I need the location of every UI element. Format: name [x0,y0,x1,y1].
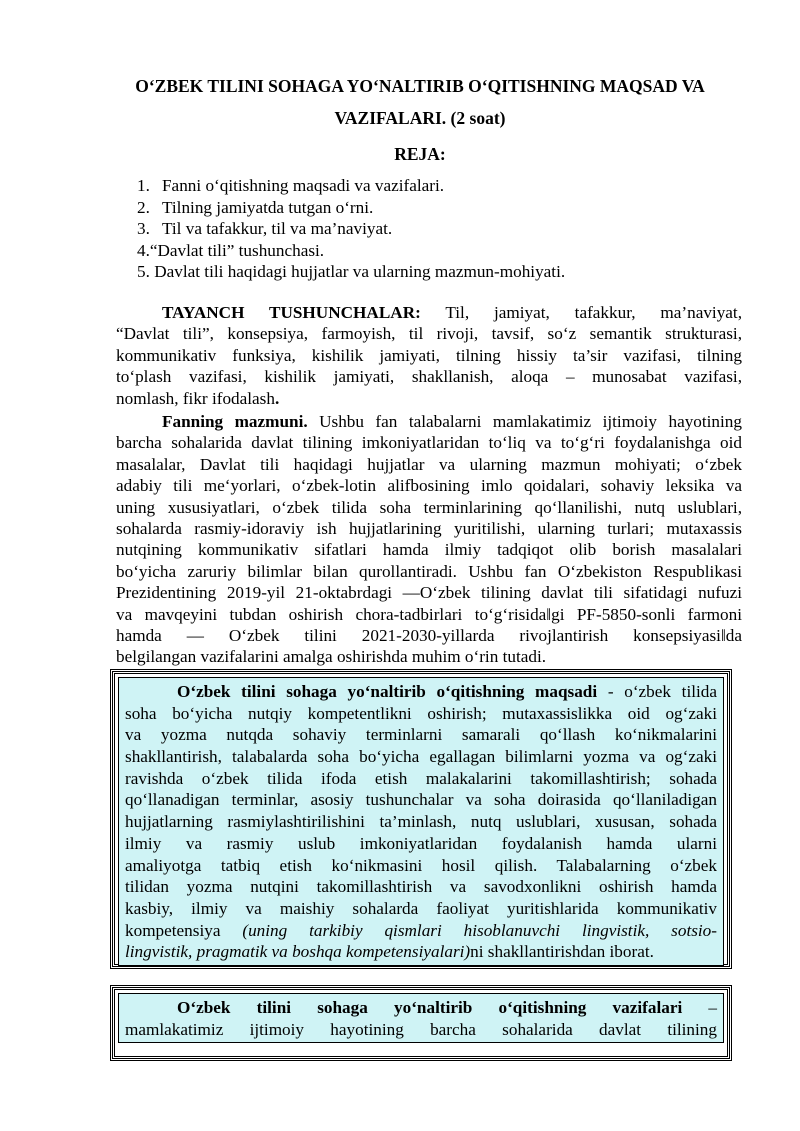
text-line: amaliyotga tatbiq etish ko‘nikmasini hosil qilish. Talabalarning o‘zbek [125,855,717,875]
plan-item [137,175,565,197]
plan-number: 3. [137,219,150,239]
maqsad-box [112,671,730,967]
tayanch-label: TAYANCH TUSHUNCHALAR: [162,303,421,322]
text-line: ravishda o‘zbek tilida ifoda etish malakalarini takomillashtirish; sohada [125,768,717,788]
mazmun-label: Fanning mazmuni. [162,412,308,431]
text-line: mamlakatimiz ijtimoiy hayotining barcha sohalarida davlat tilining [125,1019,717,1039]
text-line: va yozma nutqda sohaviy terminlarni samarali qo‘llash ko‘nikmalarini [125,725,717,745]
text-line: qo‘llanadigan terminlar, asosiy tushunchalar va soha doirasida qo‘llaniladigan [125,790,717,810]
text-line: TAYANCH TUSHUNCHALAR: Til, jamiyat, tafakkur, ma’naviyat, [162,303,743,322]
tayanch-paragraph [116,302,742,409]
text-line: barcha sohalarida davlat tilining imkoniyatlaridan to‘liq va to‘g‘ri foydalanishga oid [116,433,742,453]
text-line: Fanning mazmuni. Ushbu fan talabalarni mamlakatimiz ijtimoiy hayotining [162,412,742,431]
text-line: masalalar, Davlat tili haqidagi hujjatlar va ularning mazmun mohiyati; o‘zbek [116,454,742,474]
plan-text: Til va tafakkur, til va ma’naviyat. [162,219,393,239]
text-line: O‘zbek tilini sohaga yo‘naltirib o‘qitishning maqsadi - o‘zbek tilida [177,682,718,701]
plan-text: Tilning jamiyatda tutgan o‘rni. [162,197,374,217]
text-line: adabiy tili me‘yorlari, o‘zbek-lotin alifbosining imlo qoidalari, sohaviy leksika va [116,476,742,496]
plan-list [137,175,565,283]
text-line: sohalarda rasmiy-idoraviy ish hujjatlarining yuritilishi, ularning turlari; mutaxassis [116,518,742,538]
reja-heading: REJA: [394,144,446,164]
text-line: va mavqeyini tubdan oshirish chora-tadbirlari to‘g‘risida‖gi PF-5850-sonli farmoni [116,604,742,624]
plan-item [137,261,565,283]
maqsad-label: O‘zbek tilini sohaga yo‘naltirib o‘qitishning maqsadi [177,682,598,701]
text-line: “Davlat tili”, konsepsiya, farmoyish, til rivoji, tavsif, so‘z semantik strukturasi, [116,324,742,344]
text-line: kasbiy, ilmiy va maishiy sohalarda faoliyat yuritishlarida kommunikativ [125,898,717,918]
text-line: bo‘yicha zaruriy bilimlar bilan qurollantiradi. Ushbu fan O‘zbekiston Respublikasi [116,561,742,581]
vazifa-box [112,987,730,1059]
text-line: soha bo‘yicha nutqiy kompetentlikni oshirish; mutaxassislikka oid og‘zaki [125,703,717,723]
text-line: ilmiy va rasmiy uslub imkoniyatlaridan foydalanish hamda ularni [125,833,717,853]
text-line: hamda ― O‘zbek tilini 2021-2030-yillarda rivojlantirish konsepsiyasi‖da [116,625,742,645]
text-line: shakllantirish, talabalarda soha bo‘yicha egallagan bilimlarni yozma va og‘zaki [125,747,717,767]
plan-text: Fanni o‘qitishning maqsadi va vazifalari. [162,176,445,195]
text-line: nutqining kommunikativ sifatlari hamda ilmiy tadqiqot olib borish masalalari [116,540,742,560]
plan-number: 2. [137,197,150,217]
text-line: nomlash, fikr ifodalash. [116,388,280,408]
text-line: Prezidentining 2019-yil 21-oktabrdagi ―O‘zbek tilining davlat tili sifatidagi nufuzi [116,583,742,603]
plan-text: “Davlat tili” tushunchasi. [149,240,325,260]
text-line: to‘plash vazifasi, kishilik jamiyati, shakllanish, aloqa – munosabat vazifasi, [116,367,742,387]
text-line: hujjatlarning rasmiylashtirilishini ta’minlash, nutq uslublari, xususan, sohada [125,812,717,832]
plan-item [137,218,565,240]
plan-item [137,240,565,262]
text-line: belgilangan vazifalarini amalga oshirishda muhim o‘rin tutadi. [116,647,547,667]
text-line: uning xususiyatlari, o‘zbek tilida soha terminlarining qo‘llanilishi, nutq uslublari, [116,497,742,517]
plan-text: Davlat tili haqidagi hujjatlar va ularning mazmun-mohiyati. [149,262,566,282]
maqsad-box-content [118,677,724,966]
text-line: lingvistik, pragmatik va boshqa kompetensiyalari)ni shakllantirishdan iborat. [125,942,654,962]
text-line: kompetensiya (uning tarkibiy qismlari hisoblanuvchi lingvistik, sotsio- [125,920,717,940]
page-title-line2: VAZIFALARI. (2 soat) [334,108,506,128]
plan-item [137,197,565,219]
text-line: kommunikativ funksiya, kishilik jamiyati, tilning hissiy ta’sir vazifasi, tilning [116,345,742,365]
text-line: tilidan yozma nutqini takomillashtirish va savodxonlikni oshirish hamda [125,877,717,897]
vazifa-label: O‘zbek tilini sohaga yo‘naltirib o‘qitishning vazifalari [177,998,683,1017]
plan-number: 5. [137,262,150,282]
plan-number: 4. [137,240,150,260]
mazmun-paragraph [116,411,742,668]
text-line: O‘zbek tilini sohaga yo‘naltirib o‘qitishning vazifalari – [177,998,718,1017]
page-title-line1: O‘ZBEK TILINI SOHAGA YO‘NALTIRIB O‘QITISHNING MAQSAD VA [135,76,705,96]
vazifa-box-content [118,993,724,1043]
plan-number: 1. [137,176,150,195]
